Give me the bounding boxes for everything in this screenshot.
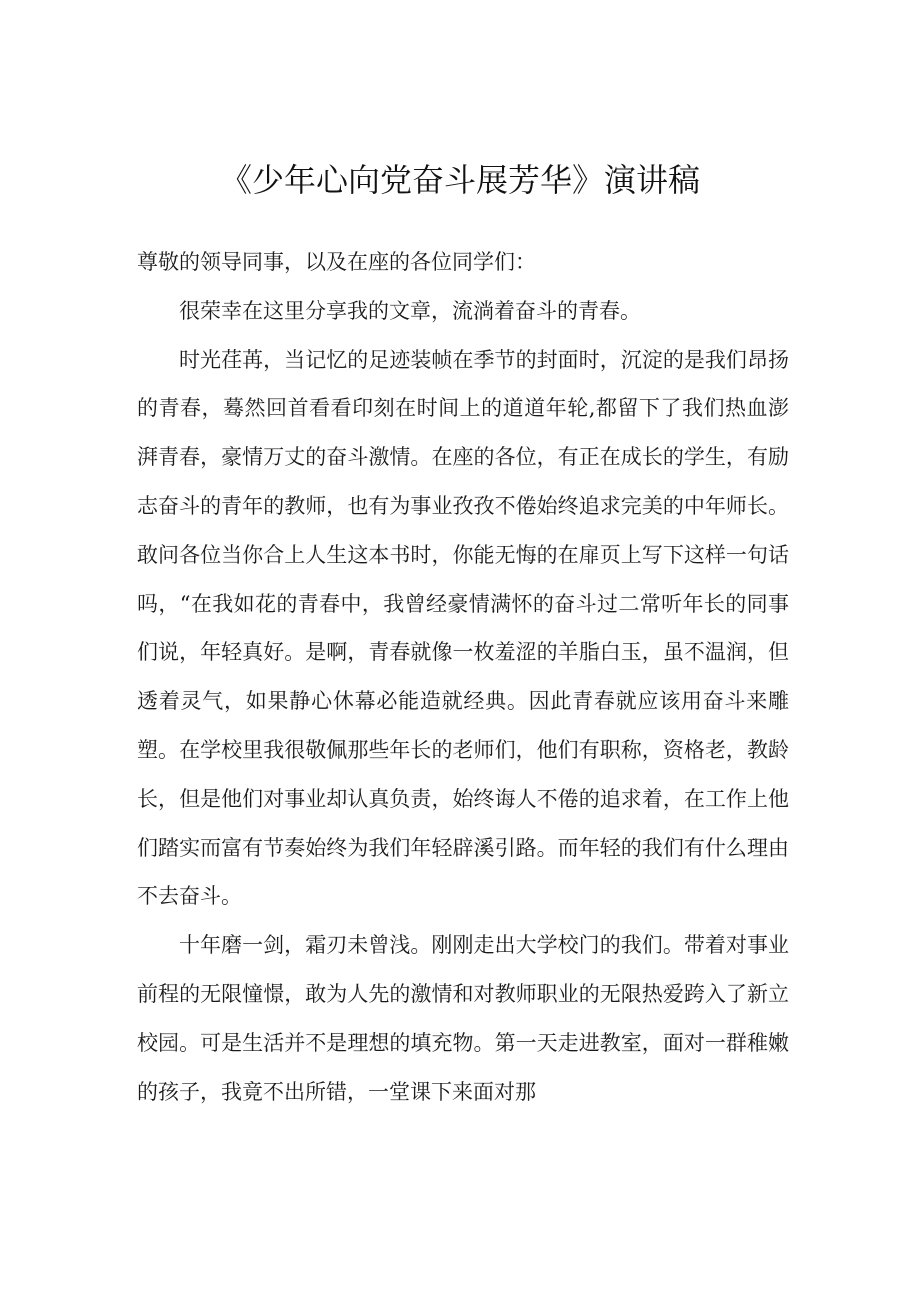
paragraph: 十年磨一剑，霜刃未曾浅。刚刚走出大学校门的我们。带着对事业前程的无限憧憬，敢为人先的激情和对教师职业的无限热爱跨入了新立校园。可是生活并不是理想的填充物。第一天走进教室，面对一群稚嫩的孩子，我竟不出所错，一堂课下来面对那 xyxy=(137,933,789,1104)
paragraph: 时光荏苒，当记忆的足迹装帧在季节的封面时，沉淀的是我们昂扬的青春，蓦然回首看看印刻在时间上的道道年轮,都留下了我们热血澎湃青春，豪情万丈的奋斗激情。在座的各位，有正在成长的学生，有励志奋斗的青年的教师，也有为事业孜孜不倦始终追求完美的中年师长。敢问各位当你合上人生这本书时，你能无悔的在扉页上写下这样一句话吗，“在我如花的青春中，我曾经豪情满怀的奋斗过二常听年长的同事们说，年轻真好。是啊，青春就像一枚羞涩的羊脂白玉，虽不温润，但透着灵气，如果静心休幕必能造就经典。因此青春就应该用奋斗来雕塑。在学校里我很敬佩那些年长的老师们，他们有职称，资格老，教龄长，但是他们对事业却认真负责，始终诲人不倦的追求着，在工作上他们踏实而富有节奏始终为我们年轻辟溪引路。而年轻的我们有什么理由不去奋斗。 xyxy=(137,347,789,909)
document-title: 《少年心向党奋斗展芳华》演讲稿 xyxy=(219,161,700,199)
document-body xyxy=(137,238,789,1116)
paragraph: 很荣幸在这里分享我的文章，流淌着奋斗的青春。 xyxy=(179,298,641,323)
salutation: 尊敬的领导同事，以及在座的各位同学们： xyxy=(137,250,536,274)
